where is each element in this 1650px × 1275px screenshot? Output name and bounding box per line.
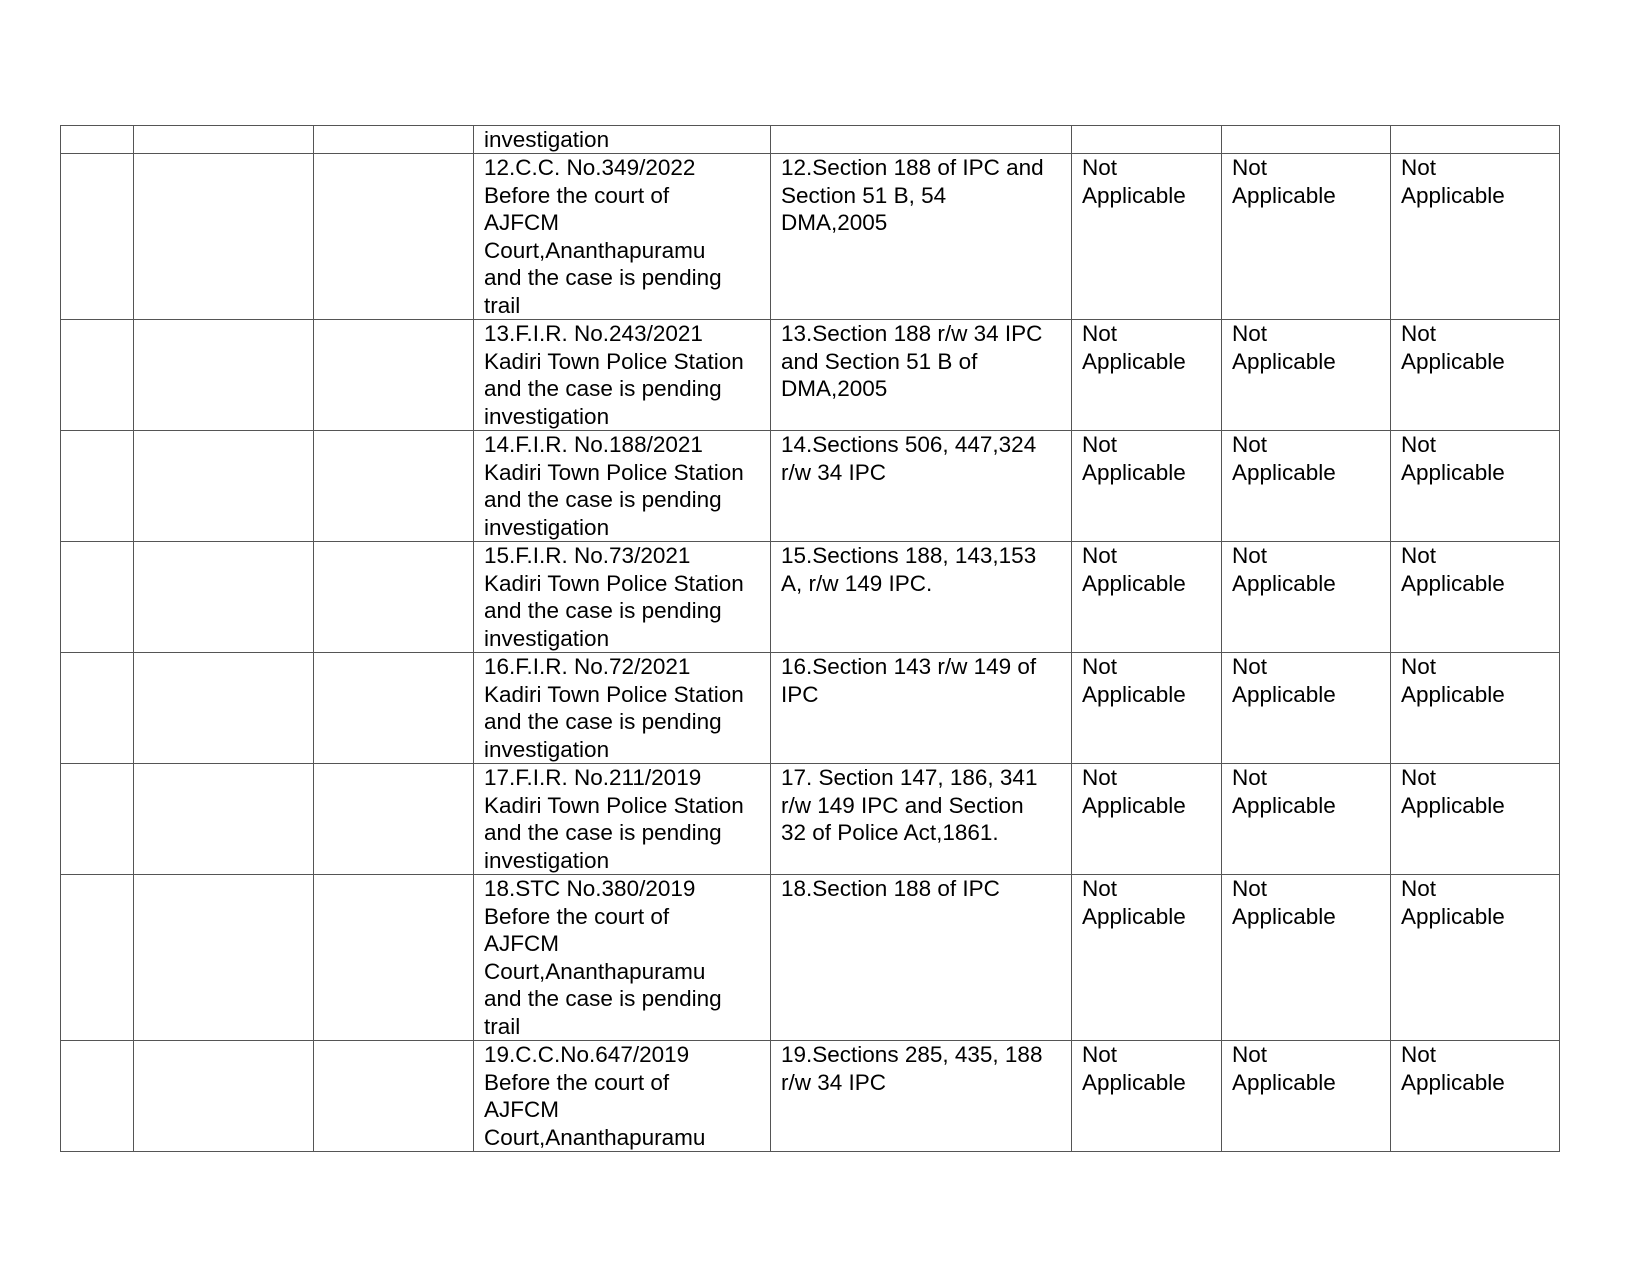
applicability-cell: Not Applicable [1222,875,1391,1041]
empty-cell [134,764,314,875]
case-details-cell: 12.C.C. No.349/2022 Before the court of AJFCM Court,Ananthapuramu and the case is pending trail [474,154,771,320]
applicability-cell [1222,126,1391,154]
applicability-cell: Not Applicable [1391,875,1560,1041]
empty-cell [61,154,134,320]
empty-cell [61,764,134,875]
sections-cell [771,126,1072,154]
case-details-cell: 17.F.I.R. No.211/2019 Kadiri Town Police Station and the case is pending investigation [474,764,771,875]
applicability-cell: Not Applicable [1391,1041,1560,1152]
empty-cell [134,431,314,542]
table-row [61,542,1560,653]
case-details-cell: investigation [474,126,771,154]
applicability-cell [1072,126,1222,154]
case-details-cell: 14.F.I.R. No.188/2021 Kadiri Town Police Station and the case is pending investigation [474,431,771,542]
empty-cell [314,875,474,1041]
applicability-cell: Not Applicable [1222,764,1391,875]
applicability-cell: Not Applicable [1072,875,1222,1041]
applicability-cell: Not Applicable [1222,653,1391,764]
case-details-cell: 19.C.C.No.647/2019 Before the court of AJFCM Court,Ananthapuramu [474,1041,771,1152]
case-details-cell: 13.F.I.R. No.243/2021 Kadiri Town Police Station and the case is pending investigation [474,320,771,431]
applicability-cell: Not Applicable [1391,154,1560,320]
applicability-cell: Not Applicable [1222,431,1391,542]
empty-cell [134,875,314,1041]
case-details-cell: 15.F.I.R. No.73/2021 Kadiri Town Police Station and the case is pending investigation [474,542,771,653]
empty-cell [134,320,314,431]
sections-cell: 15.Sections 188, 143,153 A, r/w 149 IPC. [771,542,1072,653]
applicability-cell: Not Applicable [1222,1041,1391,1152]
applicability-cell: Not Applicable [1072,1041,1222,1152]
applicability-cell [1391,126,1560,154]
sections-cell: 18.Section 188 of IPC [771,875,1072,1041]
empty-cell [61,875,134,1041]
table-row [61,1041,1560,1152]
empty-cell [314,764,474,875]
empty-cell [314,653,474,764]
empty-cell [314,320,474,431]
empty-cell [134,1041,314,1152]
empty-cell [314,126,474,154]
empty-cell [134,542,314,653]
applicability-cell: Not Applicable [1072,431,1222,542]
applicability-cell: Not Applicable [1072,320,1222,431]
empty-cell [61,542,134,653]
table-row [61,764,1560,875]
empty-cell [134,154,314,320]
case-details-cell: 16.F.I.R. No.72/2021 Kadiri Town Police Station and the case is pending investigation [474,653,771,764]
applicability-cell: Not Applicable [1222,542,1391,653]
empty-cell [134,653,314,764]
sections-cell: 12.Section 188 of IPC and Section 51 B, 54 DMA,2005 [771,154,1072,320]
empty-cell [134,126,314,154]
table-row [61,653,1560,764]
applicability-cell: Not Applicable [1391,320,1560,431]
empty-cell [61,431,134,542]
applicability-cell: Not Applicable [1072,154,1222,320]
applicability-cell: Not Applicable [1391,542,1560,653]
applicability-cell: Not Applicable [1222,320,1391,431]
sections-cell: 17. Section 147, 186, 341 r/w 149 IPC and Section 32 of Police Act,1861. [771,764,1072,875]
table-row [61,126,1560,154]
empty-cell [61,126,134,154]
empty-cell [314,542,474,653]
empty-cell [314,1041,474,1152]
table-row [61,875,1560,1041]
case-details-cell: 18.STC No.380/2019 Before the court of AJFCM Court,Ananthapuramu and the case is pending trail [474,875,771,1041]
applicability-cell: Not Applicable [1391,764,1560,875]
empty-cell [61,320,134,431]
applicability-cell: Not Applicable [1072,542,1222,653]
applicability-cell: Not Applicable [1072,764,1222,875]
sections-cell: 14.Sections 506, 447,324 r/w 34 IPC [771,431,1072,542]
sections-cell: 13.Section 188 r/w 34 IPC and Section 51 B of DMA,2005 [771,320,1072,431]
table-row [61,154,1560,320]
table-row [61,431,1560,542]
empty-cell [61,1041,134,1152]
criminal-cases-table [60,125,1560,1152]
empty-cell [61,653,134,764]
applicability-cell: Not Applicable [1391,431,1560,542]
sections-cell: 16.Section 143 r/w 149 of IPC [771,653,1072,764]
applicability-cell: Not Applicable [1222,154,1391,320]
sections-cell: 19.Sections 285, 435, 188 r/w 34 IPC [771,1041,1072,1152]
empty-cell [314,154,474,320]
table-row [61,320,1560,431]
empty-cell [314,431,474,542]
applicability-cell: Not Applicable [1072,653,1222,764]
applicability-cell: Not Applicable [1391,653,1560,764]
